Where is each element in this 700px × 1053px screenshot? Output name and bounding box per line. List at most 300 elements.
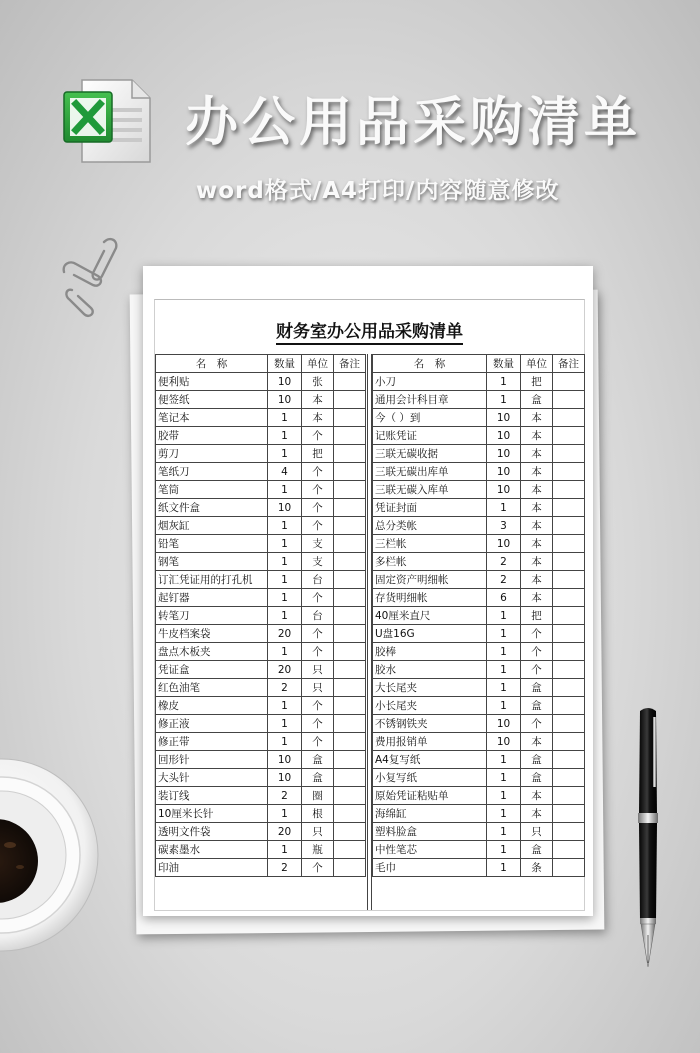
- item-qty: 2: [268, 859, 302, 877]
- item-name: 三联无碳收据: [373, 445, 487, 463]
- item-name: 牛皮档案袋: [156, 625, 268, 643]
- item-name: 中性笔芯: [373, 841, 487, 859]
- item-qty: 10: [487, 715, 521, 733]
- item-note: [553, 697, 585, 715]
- item-note: [334, 409, 366, 427]
- table-row: [373, 553, 585, 571]
- table-row: [156, 643, 366, 661]
- item-note: [553, 787, 585, 805]
- item-unit: 个: [521, 715, 553, 733]
- item-unit: 本: [521, 463, 553, 481]
- item-unit: 个: [521, 625, 553, 643]
- table-row: [373, 661, 585, 679]
- item-unit: 盒: [521, 391, 553, 409]
- item-name: 纸文件盒: [156, 499, 268, 517]
- item-name: 透明文件袋: [156, 823, 268, 841]
- item-note: [553, 445, 585, 463]
- item-unit: 本: [521, 553, 553, 571]
- item-unit: 个: [302, 697, 334, 715]
- item-unit: 圈: [302, 787, 334, 805]
- table-row: [373, 373, 585, 391]
- item-qty: 1: [487, 769, 521, 787]
- item-qty: 10: [487, 463, 521, 481]
- table-row: [373, 859, 585, 877]
- item-name: 装订线: [156, 787, 268, 805]
- item-name: 不锈钢铁夹: [373, 715, 487, 733]
- item-name: 大头针: [156, 769, 268, 787]
- item-unit: 个: [302, 517, 334, 535]
- item-note: [334, 517, 366, 535]
- item-qty: 1: [487, 787, 521, 805]
- table-header-row: [156, 355, 366, 373]
- sheet-frame: [154, 299, 585, 911]
- item-qty: 10: [487, 535, 521, 553]
- item-qty: 10: [268, 391, 302, 409]
- table-row: [373, 427, 585, 445]
- item-qty: 1: [487, 391, 521, 409]
- table-row: [156, 751, 366, 769]
- item-name: 红色油笔: [156, 679, 268, 697]
- item-unit: 本: [521, 517, 553, 535]
- item-qty: 1: [268, 571, 302, 589]
- table-row: [156, 427, 366, 445]
- item-name: 钢笔: [156, 553, 268, 571]
- item-note: [553, 733, 585, 751]
- table-row: [156, 409, 366, 427]
- table-row: [156, 859, 366, 877]
- item-unit: 张: [302, 373, 334, 391]
- table-row: [373, 805, 585, 823]
- table-row: [373, 589, 585, 607]
- table-row: [156, 679, 366, 697]
- table-row: [373, 445, 585, 463]
- item-qty: 1: [487, 859, 521, 877]
- sheet-title: 财务室办公用品采购清单: [155, 317, 584, 342]
- item-unit: 个: [302, 463, 334, 481]
- document-sheet: [143, 266, 593, 916]
- item-qty: 1: [487, 841, 521, 859]
- item-note: [334, 427, 366, 445]
- item-unit: 盒: [521, 769, 553, 787]
- item-qty: 1: [268, 553, 302, 571]
- item-qty: 6: [487, 589, 521, 607]
- item-unit: 台: [302, 607, 334, 625]
- item-note: [334, 715, 366, 733]
- item-note: [334, 607, 366, 625]
- item-name: 碳素墨水: [156, 841, 268, 859]
- item-qty: 2: [487, 571, 521, 589]
- item-qty: 1: [487, 823, 521, 841]
- item-note: [334, 643, 366, 661]
- item-note: [553, 463, 585, 481]
- table-row: [373, 481, 585, 499]
- item-qty: 1: [268, 643, 302, 661]
- table-row: [373, 535, 585, 553]
- item-unit: 条: [521, 859, 553, 877]
- excel-icon: [62, 78, 152, 164]
- item-qty: 10: [268, 769, 302, 787]
- item-unit: 只: [521, 823, 553, 841]
- table-row: [373, 697, 585, 715]
- item-note: [334, 625, 366, 643]
- table-row: [373, 499, 585, 517]
- item-note: [553, 589, 585, 607]
- table-row: [373, 607, 585, 625]
- item-note: [334, 751, 366, 769]
- item-qty: 2: [268, 787, 302, 805]
- item-note: [553, 553, 585, 571]
- purchase-table-right: [372, 354, 585, 877]
- item-note: [334, 661, 366, 679]
- item-qty: 1: [487, 373, 521, 391]
- item-qty: 1: [487, 625, 521, 643]
- table-row: [373, 625, 585, 643]
- item-name: 便签纸: [156, 391, 268, 409]
- item-name: 胶棒: [373, 643, 487, 661]
- fountain-pen-icon: [628, 705, 668, 980]
- item-unit: 盒: [521, 697, 553, 715]
- table-row: [156, 733, 366, 751]
- table-row: [156, 769, 366, 787]
- item-name: 三栏帐: [373, 535, 487, 553]
- item-name: 笔筒: [156, 481, 268, 499]
- item-name: A4复写纸: [373, 751, 487, 769]
- item-unit: 个: [302, 481, 334, 499]
- item-name: 胶带: [156, 427, 268, 445]
- item-name: 费用报销单: [373, 733, 487, 751]
- item-unit: 把: [521, 373, 553, 391]
- item-unit: 个: [302, 499, 334, 517]
- item-unit: 本: [521, 409, 553, 427]
- item-note: [553, 373, 585, 391]
- item-note: [553, 841, 585, 859]
- item-name: 塑料脸盒: [373, 823, 487, 841]
- table-row: [156, 715, 366, 733]
- item-name: 橡皮: [156, 697, 268, 715]
- item-note: [553, 481, 585, 499]
- item-note: [334, 805, 366, 823]
- item-unit: 盒: [521, 679, 553, 697]
- header-note: 备注: [334, 355, 366, 373]
- item-name: 今（ ）到: [373, 409, 487, 427]
- item-note: [334, 499, 366, 517]
- item-qty: 1: [487, 607, 521, 625]
- table-row: [156, 787, 366, 805]
- item-qty: 1: [268, 409, 302, 427]
- item-qty: 10: [487, 409, 521, 427]
- item-qty: 4: [268, 463, 302, 481]
- table-row: [156, 553, 366, 571]
- item-name: U盘16G: [373, 625, 487, 643]
- item-unit: 个: [302, 589, 334, 607]
- item-note: [553, 409, 585, 427]
- item-note: [553, 535, 585, 553]
- item-note: [334, 391, 366, 409]
- table-row: [156, 607, 366, 625]
- header-note: 备注: [553, 355, 585, 373]
- table-row: [373, 787, 585, 805]
- item-qty: 1: [268, 589, 302, 607]
- item-note: [334, 733, 366, 751]
- item-name: 小长尾夹: [373, 697, 487, 715]
- item-qty: 1: [268, 535, 302, 553]
- item-unit: 台: [302, 571, 334, 589]
- item-qty: 1: [487, 751, 521, 769]
- item-unit: 本: [521, 571, 553, 589]
- item-qty: 10: [268, 751, 302, 769]
- item-qty: 10: [268, 499, 302, 517]
- item-qty: 1: [268, 733, 302, 751]
- item-unit: 盒: [521, 751, 553, 769]
- item-note: [553, 625, 585, 643]
- table-row: [156, 823, 366, 841]
- item-note: [553, 715, 585, 733]
- table-row: [156, 481, 366, 499]
- item-name: 胶水: [373, 661, 487, 679]
- item-qty: 1: [268, 607, 302, 625]
- item-unit: 支: [302, 535, 334, 553]
- item-name: 回形针: [156, 751, 268, 769]
- header-name: 名 称: [156, 355, 268, 373]
- table-row: [373, 715, 585, 733]
- item-unit: 本: [521, 427, 553, 445]
- item-note: [553, 517, 585, 535]
- table-header-row: [373, 355, 585, 373]
- item-unit: 根: [302, 805, 334, 823]
- item-qty: 1: [268, 697, 302, 715]
- item-qty: 10: [487, 481, 521, 499]
- item-note: [334, 823, 366, 841]
- item-qty: 10: [487, 445, 521, 463]
- item-name: 修正带: [156, 733, 268, 751]
- item-note: [334, 859, 366, 877]
- item-name: 转笔刀: [156, 607, 268, 625]
- item-name: 凭证封面: [373, 499, 487, 517]
- item-name: 烟灰缸: [156, 517, 268, 535]
- item-unit: 盒: [521, 841, 553, 859]
- item-qty: 1: [268, 841, 302, 859]
- table-row: [156, 571, 366, 589]
- table-row: [373, 823, 585, 841]
- item-note: [553, 805, 585, 823]
- item-note: [553, 427, 585, 445]
- banner-subtitle: word格式/A4打印/内容随意修改: [196, 178, 560, 204]
- item-name: 10厘米长针: [156, 805, 268, 823]
- item-note: [334, 481, 366, 499]
- item-qty: 1: [268, 805, 302, 823]
- item-note: [334, 373, 366, 391]
- item-qty: 10: [487, 427, 521, 445]
- item-name: 原始凭证粘贴单: [373, 787, 487, 805]
- item-name: 40厘米直尺: [373, 607, 487, 625]
- table-row: [373, 409, 585, 427]
- table-row: [156, 391, 366, 409]
- item-qty: 10: [268, 373, 302, 391]
- item-note: [334, 571, 366, 589]
- item-qty: 1: [487, 661, 521, 679]
- table-row: [156, 697, 366, 715]
- item-note: [553, 391, 585, 409]
- table-row: [156, 463, 366, 481]
- header-qty: 数量: [268, 355, 302, 373]
- table-row: [156, 661, 366, 679]
- item-note: [334, 445, 366, 463]
- table-row: [373, 517, 585, 535]
- item-name: 存货明细帐: [373, 589, 487, 607]
- item-note: [553, 823, 585, 841]
- item-unit: 个: [302, 625, 334, 643]
- item-name: 凭证盒: [156, 661, 268, 679]
- item-qty: 1: [487, 805, 521, 823]
- item-unit: 盒: [302, 751, 334, 769]
- item-unit: 本: [521, 733, 553, 751]
- table-row: [373, 391, 585, 409]
- table-row: [156, 445, 366, 463]
- table-row: [373, 679, 585, 697]
- table-row: [156, 841, 366, 859]
- item-note: [334, 679, 366, 697]
- item-unit: 支: [302, 553, 334, 571]
- paperclip-icon: [58, 232, 128, 322]
- item-note: [553, 859, 585, 877]
- table-row: [373, 769, 585, 787]
- item-name: 盘点木板夹: [156, 643, 268, 661]
- item-qty: 1: [268, 481, 302, 499]
- item-name: 记账凭证: [373, 427, 487, 445]
- item-unit: 盒: [302, 769, 334, 787]
- item-qty: 1: [487, 643, 521, 661]
- item-unit: 个: [521, 643, 553, 661]
- table-row: [156, 535, 366, 553]
- item-unit: 本: [521, 481, 553, 499]
- item-name: 笔记本: [156, 409, 268, 427]
- item-qty: 1: [268, 427, 302, 445]
- item-name: 固定资产明细帐: [373, 571, 487, 589]
- item-unit: 只: [302, 679, 334, 697]
- item-qty: 1: [487, 679, 521, 697]
- header-unit: 单位: [521, 355, 553, 373]
- item-name: 海绵缸: [373, 805, 487, 823]
- item-unit: 本: [521, 589, 553, 607]
- item-unit: 个: [521, 661, 553, 679]
- item-unit: 本: [302, 391, 334, 409]
- item-note: [334, 463, 366, 481]
- item-name: 订汇凭证用的打孔机: [156, 571, 268, 589]
- header-unit: 单位: [302, 355, 334, 373]
- item-qty: 20: [268, 625, 302, 643]
- item-note: [334, 841, 366, 859]
- item-unit: 个: [302, 643, 334, 661]
- item-name: 多栏帐: [373, 553, 487, 571]
- item-note: [553, 751, 585, 769]
- item-name: 三联无碳出库单: [373, 463, 487, 481]
- item-name: 总分类帐: [373, 517, 487, 535]
- table-row: [373, 841, 585, 859]
- table-row: [373, 643, 585, 661]
- table-row: [373, 751, 585, 769]
- item-unit: 个: [302, 715, 334, 733]
- item-qty: 10: [487, 733, 521, 751]
- item-qty: 2: [487, 553, 521, 571]
- item-qty: 1: [268, 445, 302, 463]
- item-qty: 3: [487, 517, 521, 535]
- item-name: 修正液: [156, 715, 268, 733]
- item-note: [334, 697, 366, 715]
- item-unit: 个: [302, 733, 334, 751]
- item-name: 便利贴: [156, 373, 268, 391]
- item-note: [334, 589, 366, 607]
- item-qty: 1: [487, 499, 521, 517]
- item-qty: 1: [268, 715, 302, 733]
- item-name: 剪刀: [156, 445, 268, 463]
- table-row: [373, 733, 585, 751]
- item-name: 小刀: [373, 373, 487, 391]
- item-note: [553, 643, 585, 661]
- item-qty: 20: [268, 661, 302, 679]
- item-unit: 本: [521, 805, 553, 823]
- item-unit: 瓶: [302, 841, 334, 859]
- item-name: 笔纸刀: [156, 463, 268, 481]
- item-unit: 把: [521, 607, 553, 625]
- item-note: [553, 661, 585, 679]
- item-unit: 本: [521, 787, 553, 805]
- item-qty: 1: [268, 517, 302, 535]
- item-note: [553, 769, 585, 787]
- item-note: [553, 679, 585, 697]
- item-unit: 个: [302, 427, 334, 445]
- item-note: [334, 553, 366, 571]
- table-row: [156, 499, 366, 517]
- item-name: 通用会计科目章: [373, 391, 487, 409]
- item-name: 起钉器: [156, 589, 268, 607]
- banner-title: 办公用品采购清单: [185, 92, 641, 153]
- item-unit: 本: [521, 445, 553, 463]
- table-row: [156, 589, 366, 607]
- item-note: [553, 607, 585, 625]
- header-qty: 数量: [487, 355, 521, 373]
- table-row: [156, 373, 366, 391]
- item-unit: 把: [302, 445, 334, 463]
- item-unit: 个: [302, 859, 334, 877]
- table-row: [156, 805, 366, 823]
- purchase-table-left: [155, 354, 366, 877]
- item-name: 大长尾夹: [373, 679, 487, 697]
- item-qty: 2: [268, 679, 302, 697]
- item-unit: 本: [521, 535, 553, 553]
- item-name: 三联无碳入库单: [373, 481, 487, 499]
- item-unit: 只: [302, 661, 334, 679]
- table-row: [373, 571, 585, 589]
- item-note: [334, 535, 366, 553]
- item-name: 铅笔: [156, 535, 268, 553]
- header-name: 名 称: [373, 355, 487, 373]
- item-name: 小复写纸: [373, 769, 487, 787]
- item-name: 印油: [156, 859, 268, 877]
- item-note: [334, 769, 366, 787]
- item-qty: 1: [487, 697, 521, 715]
- item-note: [553, 571, 585, 589]
- item-unit: 只: [302, 823, 334, 841]
- table-row: [156, 625, 366, 643]
- item-note: [553, 499, 585, 517]
- table-row: [373, 463, 585, 481]
- item-unit: 本: [302, 409, 334, 427]
- table-row: [156, 517, 366, 535]
- item-name: 毛巾: [373, 859, 487, 877]
- item-note: [334, 787, 366, 805]
- item-qty: 20: [268, 823, 302, 841]
- coffee-cup: [0, 745, 100, 955]
